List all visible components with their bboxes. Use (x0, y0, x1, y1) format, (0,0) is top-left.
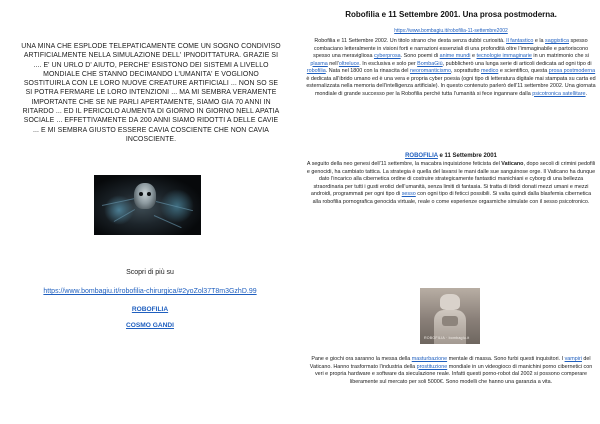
article-url-row[interactable] (306, 28, 596, 34)
text-run: mondiale in un videogioco di manichini porno cibernetici con veri e propria hardware e software da sieculazione reale. Infatti questi porno-robot dal 2002 si possono comperare liberamente sul mercato per soli 5000€. Sono modelli che hanno una garanzia a vita. (314, 363, 593, 385)
inline-link[interactable]: plasma (310, 60, 328, 67)
intro-paragraph (306, 38, 596, 98)
discover-more-link[interactable] (0, 288, 300, 295)
text-run: spesso combaciano letteralmente in visioni forti e narrazioni essenziali di una profondità oltre l’immaginabile e partoriscono spesso una meravigliosa (313, 38, 589, 59)
text-run: , dopo secoli di crimini pedofili e genocidi, ha cambiato tattica. La strategia è quella del lavarsi le mani dalle sue sanguinose orge. Il Vaticano ha dunque dato l’incarico alla cibernetica ordine di costruire strategicamente fantastici manichiani e cyborg di una bellezza straordinaria per tutti i gusti erotici dell’umanità, senza limiti di fantasia. Si tratta di ibridi donati mezzi umani e mezzi androidi, programmati per ogni tipo di (306, 161, 596, 197)
inline-link[interactable]: Il fantastico (506, 38, 534, 44)
closing-paragraph (306, 356, 596, 386)
inline-link[interactable]: oltreluce (338, 60, 360, 67)
inline-link[interactable]: cyberprosa (373, 53, 401, 59)
bold-text: Vaticano (501, 161, 524, 167)
text-run: è dedicata all’ibrido umano ed è una vera e propria cyber poesia (ogni tipo di letteratura digitale mai stampata su carta ed esternalizzata nella memoria dell’intelligenza artificiale). In questo contenuto parlerò dell’11 settembre 2002. Una giornata mondiale di grande successo per la Robofilia perché tutta l’umanità si fece ingannare dalla (306, 75, 596, 97)
text-run: . (585, 90, 588, 97)
text-run: Pane e giochi ora saranno la messa della (311, 356, 412, 362)
inline-link[interactable]: prostituzione (416, 363, 448, 370)
inline-link[interactable]: saggistica (545, 38, 570, 44)
inline-link[interactable]: sesso (401, 191, 416, 197)
image-caption: ROBOFILIA · bombagiu.it (424, 336, 470, 340)
article-title: Robofilia e 11 Settembre 2001. Una prosa postmoderna. (345, 10, 557, 19)
cosmo-gandi-link-row[interactable] (0, 322, 300, 329)
inline-link[interactable]: medico (480, 68, 499, 74)
text-run: e la (533, 38, 546, 44)
text-run: , pubblicherò una lunga serie di articoli dedicata ad ogni tipo di (442, 60, 592, 67)
section-heading-link[interactable]: ROBOFILIA (405, 153, 438, 159)
text-run: , soprattutto (451, 68, 481, 74)
quote-text: UNA MINA CHE ESPLODE TELEPATICAMENTE COME UN SOGNO CONDIVISO ARTIFICIALMENTE NELLA SIMULAZIONE DELL' IPNODITTATURA. GRAZIE SI .... E' UN URLO D' AIUTO, PERCHE' ESISTONO DEI SISTEMI A LIVELLO MONDIALE CHE STANNO DECIMANDO L'UMANITA' E VOGLIONO SOSTITUIRLA CON LE LORO NUOVE CREATURE ARTIFICIALI ... NON SO SE SI POTRA FERMARE LE LORO INTENZIONI ... MA MI SEMBRA VERAMENTE IMPORTANTE CHE SE NE PARLI APERTAMENTE, SIAMO GIA 70 ANNI IN RITARDO ... ED IL PERICOLO AUMENTA DI GIORNO IN GIORNO NELL APATIA SOCIALE ... EFFETTIVAMENTE DA 200 ANNI SIAMO RIDOTTI A DELLE CAVIE ... E MI SEMBRA GIUSTO ESSERE CAVIA COSCIENTE CHE NON CAVIA INCOSCIENTE. (21, 43, 281, 143)
robot-statue-image (420, 288, 480, 344)
section-heading-text: e 11 Settembre 2001 (437, 153, 497, 159)
inline-link[interactable]: prosa postmoderna (548, 68, 596, 74)
inline-link[interactable]: tecnologie immaginarie (476, 53, 532, 59)
text-run: . In esclusiva e solo per (359, 60, 418, 67)
inline-link[interactable]: masturbazione (411, 356, 448, 362)
text-run: e scientifico, questa (498, 68, 549, 74)
text-run: . Sono poemi di (400, 53, 440, 59)
inline-link[interactable]: vampiri (564, 356, 582, 362)
text-run: Robofilia e 11 Settembre 2002. Un titolo strano che desta senza dubbi curiosità. (314, 38, 507, 44)
text-run: del Vaticano. Hanno trasformato l’industria della (309, 356, 591, 370)
text-run: e (470, 53, 477, 59)
text-run: mentale di massa. Sono furbi questi inquisitori. I (447, 356, 565, 362)
text-run: nell’ (327, 60, 339, 67)
article-url[interactable]: https://www.bombagiu.it/robofilia-11-settembre2002 (394, 28, 508, 34)
cyber-skull-image (94, 175, 201, 235)
robofilia-link-row[interactable] (0, 306, 300, 313)
inline-link[interactable]: neoromanticismo (409, 68, 451, 74)
robofilia-link[interactable]: ROBOFILIA (131, 306, 169, 313)
inline-link[interactable]: psicotronica satellitare (532, 90, 586, 97)
body-paragraph (306, 161, 596, 206)
section-heading (306, 153, 596, 159)
cosmo-gandi-link[interactable]: COSMO GANDI (126, 322, 174, 329)
text-run: . Nata nel 1800 con la rinascita del (325, 68, 410, 74)
discover-more-url[interactable]: https://www.bombagiu.it/robofilia-chirurgica/#2yoZol37T8m3GzhD.99 (43, 288, 257, 295)
text-run: con ogni tipo di feticci possibili. Si valta quindi dalla blasfemia cibernetica alla robofilia pornografica genocida virtuale, reale o come esperienze orgasmiche simulate con il sesso psicotronico. (312, 191, 592, 205)
inline-link[interactable]: anime mundi (439, 53, 471, 59)
right-page (306, 0, 596, 424)
inline-link[interactable]: robofilia (306, 68, 326, 74)
text-run: in un matrimonio che si (531, 53, 589, 59)
text-run: A seguito della neo genesi dell’11 settembre, la macabra inquisizione feticista del (306, 161, 502, 167)
discover-more-label: Scopri di più su (126, 269, 174, 276)
inline-link[interactable]: BombaGiù (417, 60, 443, 67)
